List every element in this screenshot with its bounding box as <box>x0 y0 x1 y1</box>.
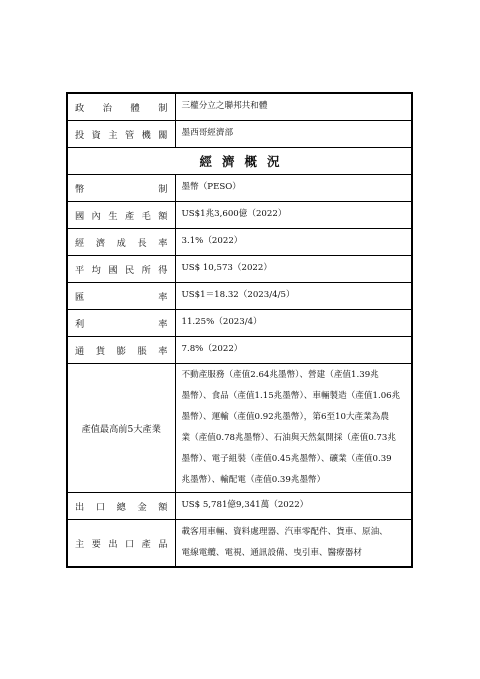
table-row <box>67 174 412 201</box>
table-row <box>67 255 412 282</box>
row-value-top5-industries <box>175 363 412 492</box>
table-row <box>67 282 412 309</box>
row-label-gdp: 國內生產毛額 <box>67 201 175 228</box>
row-label-export-products: 主要出口產品 <box>67 519 175 567</box>
row-label-exchange-rate: 匯率 <box>67 282 175 309</box>
row-value-investment-authority: 墨西哥經濟部 <box>175 120 412 147</box>
row-label-growth-rate: 經濟成長率 <box>67 228 175 255</box>
table-row <box>67 519 412 567</box>
row-label-political-system: 政治體制 <box>67 93 175 120</box>
text-line: 載客用車輛、資料處理器、汽車零配件、貨車、原油、 <box>181 526 388 537</box>
row-value-exchange-rate: US$1＝18.32（2023/4/5） <box>175 282 412 309</box>
row-value-export-total: US$ 5,781億9,341萬（2022） <box>175 492 412 519</box>
table-row <box>67 93 412 120</box>
row-value-export-products <box>175 519 412 567</box>
table-row <box>67 492 412 519</box>
table-row <box>67 120 412 147</box>
row-label-currency: 幣制 <box>67 174 175 201</box>
text-line: 墨幣）、運輸（產值0.92兆墨幣），第6至10大產業為農 <box>181 411 389 422</box>
row-label-interest-rate: 利率 <box>67 309 175 336</box>
row-value-growth-rate: 3.1%（2022） <box>175 228 412 255</box>
table-row <box>67 336 412 363</box>
table-row <box>67 201 412 228</box>
row-value-inflation: 7.8%（2022） <box>175 336 412 363</box>
text-line: 兆墨幣）、輸配電（產值0.39兆墨幣） <box>181 474 326 485</box>
text-line: 墨幣）、電子組裝（產值0.45兆墨幣）、礦業（產值0.39 <box>181 453 392 464</box>
text-line: 電線電纜、電視、通訊設備、曳引車、醫療器材 <box>181 547 362 558</box>
section-heading-row <box>67 147 412 174</box>
row-label-investment-authority: 投資主管機關 <box>67 120 175 147</box>
text-line: 不動產服務（產值2.64兆墨幣）、營建（產值1.39兆 <box>181 369 379 380</box>
row-label-inflation: 通貨膨脹率 <box>67 336 175 363</box>
row-value-interest-rate: 11.25%（2023/4） <box>175 309 412 336</box>
row-value-political-system: 三權分立之聯邦共和體 <box>175 93 412 120</box>
text-line: 墨幣）、食品（產值1.15兆墨幣）、車輛製造（產值1.06兆 <box>181 390 401 401</box>
table-row <box>67 363 412 492</box>
section-heading: 經濟概況 <box>67 147 412 174</box>
table-row <box>67 228 412 255</box>
row-label-per-capita-income: 平均國民所得 <box>67 255 175 282</box>
table-row <box>67 309 412 336</box>
row-label-export-total: 出口總金額 <box>67 492 175 519</box>
row-value-currency: 墨幣（PESO） <box>175 174 412 201</box>
row-value-gdp: US$1兆3,600億（2022） <box>175 201 412 228</box>
row-value-per-capita-income: US$ 10,573（2022） <box>175 255 412 282</box>
investment-profile-table <box>66 92 413 568</box>
row-label-top5-industries: 產值最高前5大產業 <box>67 363 175 492</box>
text-line: 業（產值0.78兆墨幣）、石油與天然氣開採（產值0.73兆 <box>181 432 396 443</box>
